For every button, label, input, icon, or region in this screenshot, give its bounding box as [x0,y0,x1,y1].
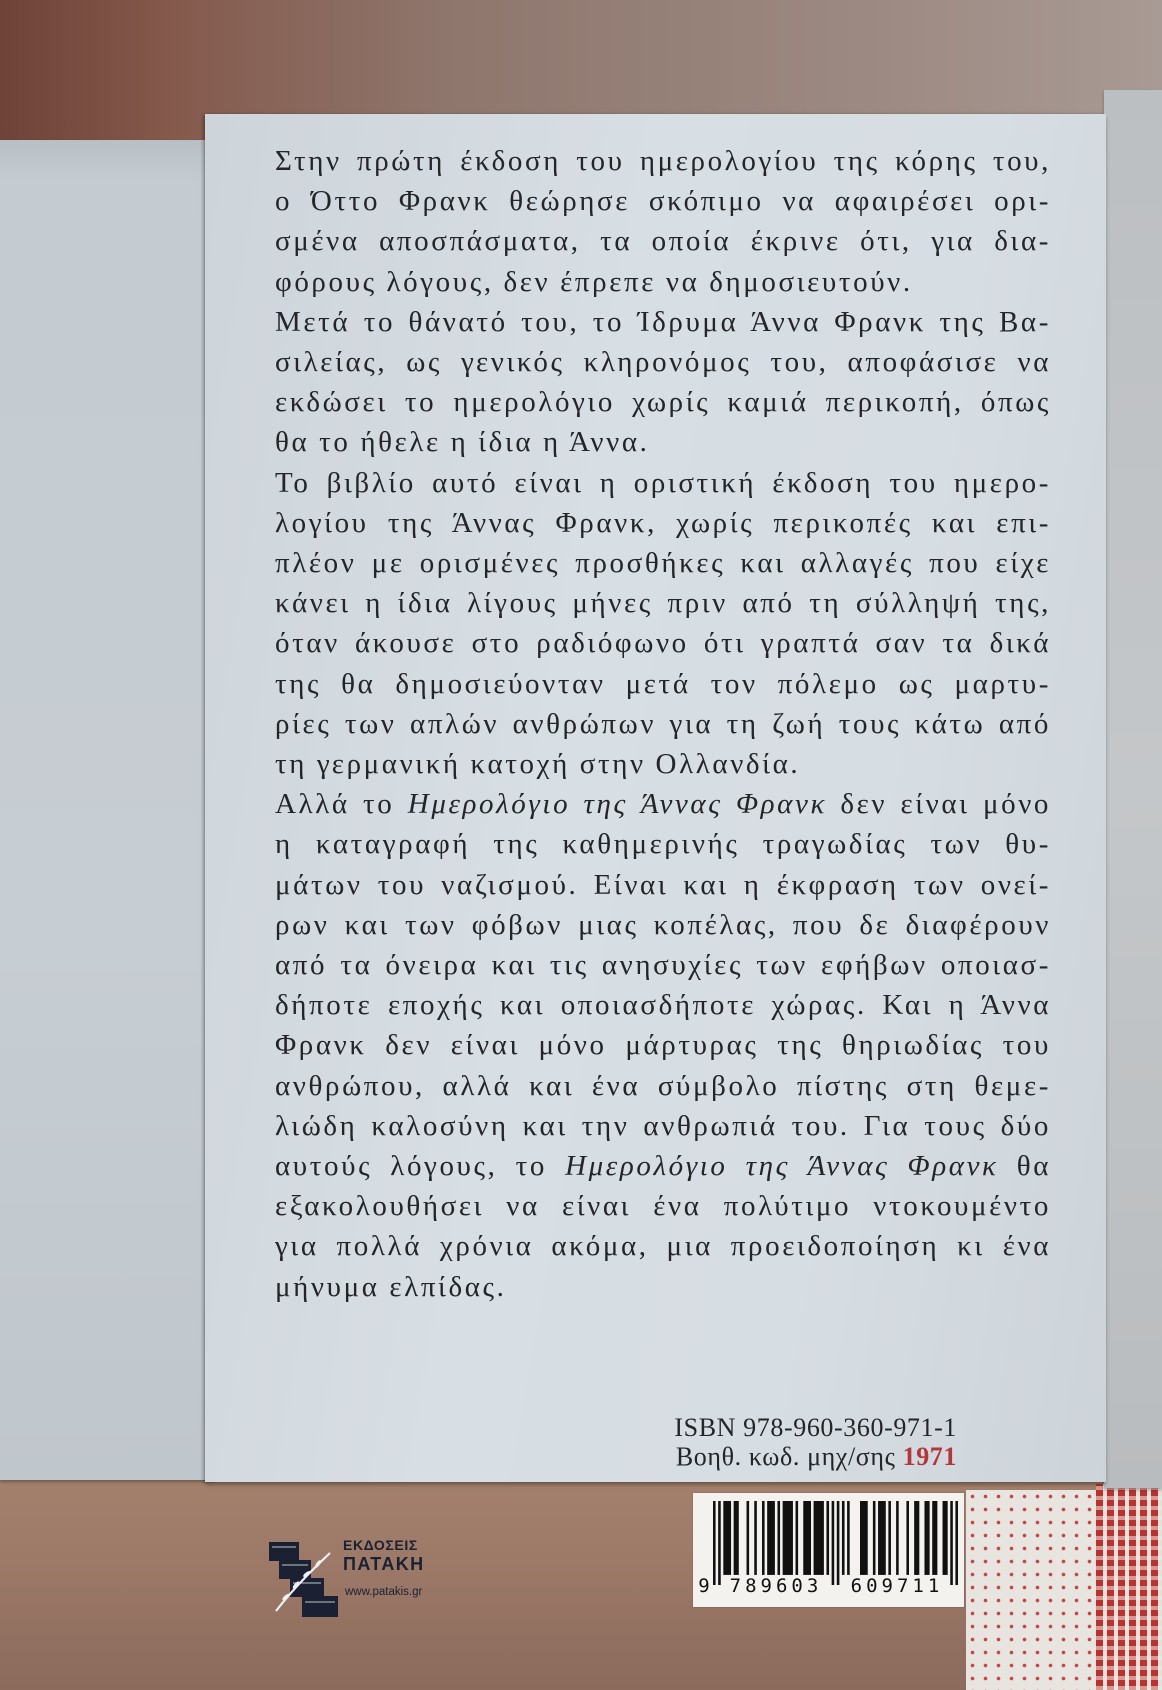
publisher-logo [266,1535,441,1625]
barcode-bar [842,1501,845,1575]
blurb-paragraph-4 [275,784,1051,1307]
blurb-line-text: θα [998,1150,1051,1183]
blurb-line-text: αυτούς λόγους, το [275,1150,566,1183]
publisher-website: www.patakis.gr [345,1586,423,1598]
code-number: 1971 [902,1442,957,1471]
barcode-bar [826,1501,829,1575]
publisher-name-line1: ΕΚΔΟΣΕΙΣ [343,1537,418,1553]
blurb-line: πλέον με ορισμένες προσθήκες και αλλαγές που είχε [275,547,1051,580]
blurb-line: δήποτε εποχής και οποιασδήποτε χώρας. Και η Άννα [275,989,1051,1022]
barcode-digits-left: 789603 [729,1575,823,1597]
barcode-bar [718,1501,721,1585]
blurb-line: εκδώσει το ημερολόγιο χωρίς καμιά περικοπή, όπως [275,386,1051,419]
blurb-line: της θα δημοσιεύονταν μετά τον πόλεμο ως μαρτυ- [275,667,1051,700]
barcode-bar [837,1501,840,1585]
barcode-bar [814,1501,824,1575]
blurb-line: σιλείας, ως γενικός κληρονόμος του, αποφάσισε να [275,346,1051,379]
blurb-line: ρίες των απλών ανθρώπων για τη ζωή τους κάτω από [275,707,1051,740]
barcode-bar [762,1501,765,1575]
blurb-line-text: δεν είναι μόνο [826,788,1052,821]
left-paper-sheet [0,140,214,1480]
cloth-white-section [966,1490,1100,1690]
blurb-text [275,141,1051,1307]
blurb-line: κάνει η ίδια λίγους μήνες πριν από τη σύλληψή της, [275,587,1051,620]
barcode-bar [747,1501,750,1575]
blurb-line: η καταγραφή της καθημερινής τραγωδίας των θυ- [275,828,1051,861]
barcode-bar [713,1501,716,1585]
isbn-block [590,1413,957,1471]
barcode-bar [873,1501,876,1575]
barcode-bar [896,1501,899,1575]
book-title-italic: Ημερολόγιο της Άννας Φρανκ [407,788,827,821]
barcode [713,1501,958,1585]
blurb-line: λογίου της Άννας Φρανκ, χωρίς περικοπές και επι- [275,506,1051,539]
right-paper-edge [1104,90,1162,1488]
barcode-bar [950,1501,953,1585]
blurb-paragraph-1 [275,141,1051,302]
blurb-line: φόρους λόγους, δεν έπρεπε να δημοσιευτούν. [275,265,913,298]
barcode-bar [932,1501,937,1575]
publisher-name-line2: ΠΑΤΑΚΗ [343,1554,425,1574]
checkered-cloth [1096,1484,1162,1690]
blurb-line: εξακολουθήσει να είναι ένα πολύτιμο ντοκουμέντο [275,1190,1051,1223]
barcode-bar [955,1501,958,1585]
barcode-bar [943,1501,948,1575]
barcode-digit-first: 9 [698,1575,710,1597]
blurb-line [275,784,1051,824]
blurb-line-text: Αλλά το [275,788,408,821]
barcode-label [693,1493,964,1607]
barcode-bar [783,1501,793,1575]
blurb-line: ο Όττο Φρανκ θεώρησε σκόπιμο να αφαιρέσει ορι- [275,185,1051,218]
barcode-bar [924,1501,929,1575]
code-label: Βοηθ. κωδ. μηχ/σης [675,1442,896,1471]
barcode-bar [754,1501,757,1575]
blurb-line: μάτων του ναζισμού. Είναι και η έκφραση των ονεί- [275,868,1051,901]
book-title-italic: Ημερολόγιο της Άννας Φρανκ [565,1150,999,1183]
blurb-line: μήνυμα ελπίδας. [275,1270,507,1303]
mechanographic-code [590,1442,957,1471]
blurb-paragraph-3 [275,463,1051,785]
blurb-line: ρων και των φόβων μιας κοπέλας, που δε διαφέρουν [275,908,1051,941]
barcode-bar [734,1501,739,1575]
blurb-line: Φρανκ δεν είναι μόνο μάρτυρας της θηριωδίας του [275,1029,1051,1062]
barcode-bar [914,1501,919,1575]
barcode-bar [803,1501,811,1575]
blurb-line: θα το ήθελε η ίδια η Άννα. [275,426,650,459]
blurb-line: όταν άκουσε στο ραδιόφωνο ότι γραπτά σαν τα δικά [275,627,1051,660]
blurb-line: από τα όνειρα και τις ανησυχίες των εφήβων οποιασ- [275,949,1051,982]
blurb-line: Μετά το θάνατό του, το Ίδρυμα Άννα Φρανκ της Βα- [275,305,1051,338]
blurb-line: λιώδη καλοσύνη και την ανθρωπιά του. Για τους δύο [275,1109,1051,1142]
book-stack-icon [266,1539,340,1619]
blurb-line: ανθρώπου, αλλά και ένα σύμβολο πίστης στη θεμε- [275,1069,1051,1102]
blurb-line: για πολλά χρόνια ακόμα, μια προειδοποίηση κι ένα [275,1230,1051,1263]
blurb-line: σμένα αποσπάσματα, τα οποία έκρινε ότι, για δια- [275,225,1051,258]
barcode-bar [888,1501,891,1575]
barcode-bar [832,1501,835,1585]
blurb-line: τη γερμανική κατοχή στην Ολλανδία. [275,748,801,781]
isbn-number: ISBN 978-960-360-971-1 [674,1413,957,1442]
blurb-line [275,1146,1051,1186]
barcode-bar [860,1501,868,1575]
blurb-line: Στην πρώτη έκδοση του ημερολογίου της κόρης του, [275,145,1051,177]
barcode-bar [878,1501,886,1575]
blurb-line: Το βιβλίο αυτό είναι η οριστική έκδοση του ημερο- [275,466,1051,499]
barcode-bar [796,1501,799,1575]
barcode-bar [723,1501,731,1575]
barcode-bar [767,1501,775,1575]
barcode-digits-right: 609711 [850,1575,944,1597]
blurb-paragraph-2 [275,302,1051,463]
barcode-bar [906,1501,909,1575]
barcode-bar [777,1501,780,1575]
barcode-bar [847,1501,850,1575]
